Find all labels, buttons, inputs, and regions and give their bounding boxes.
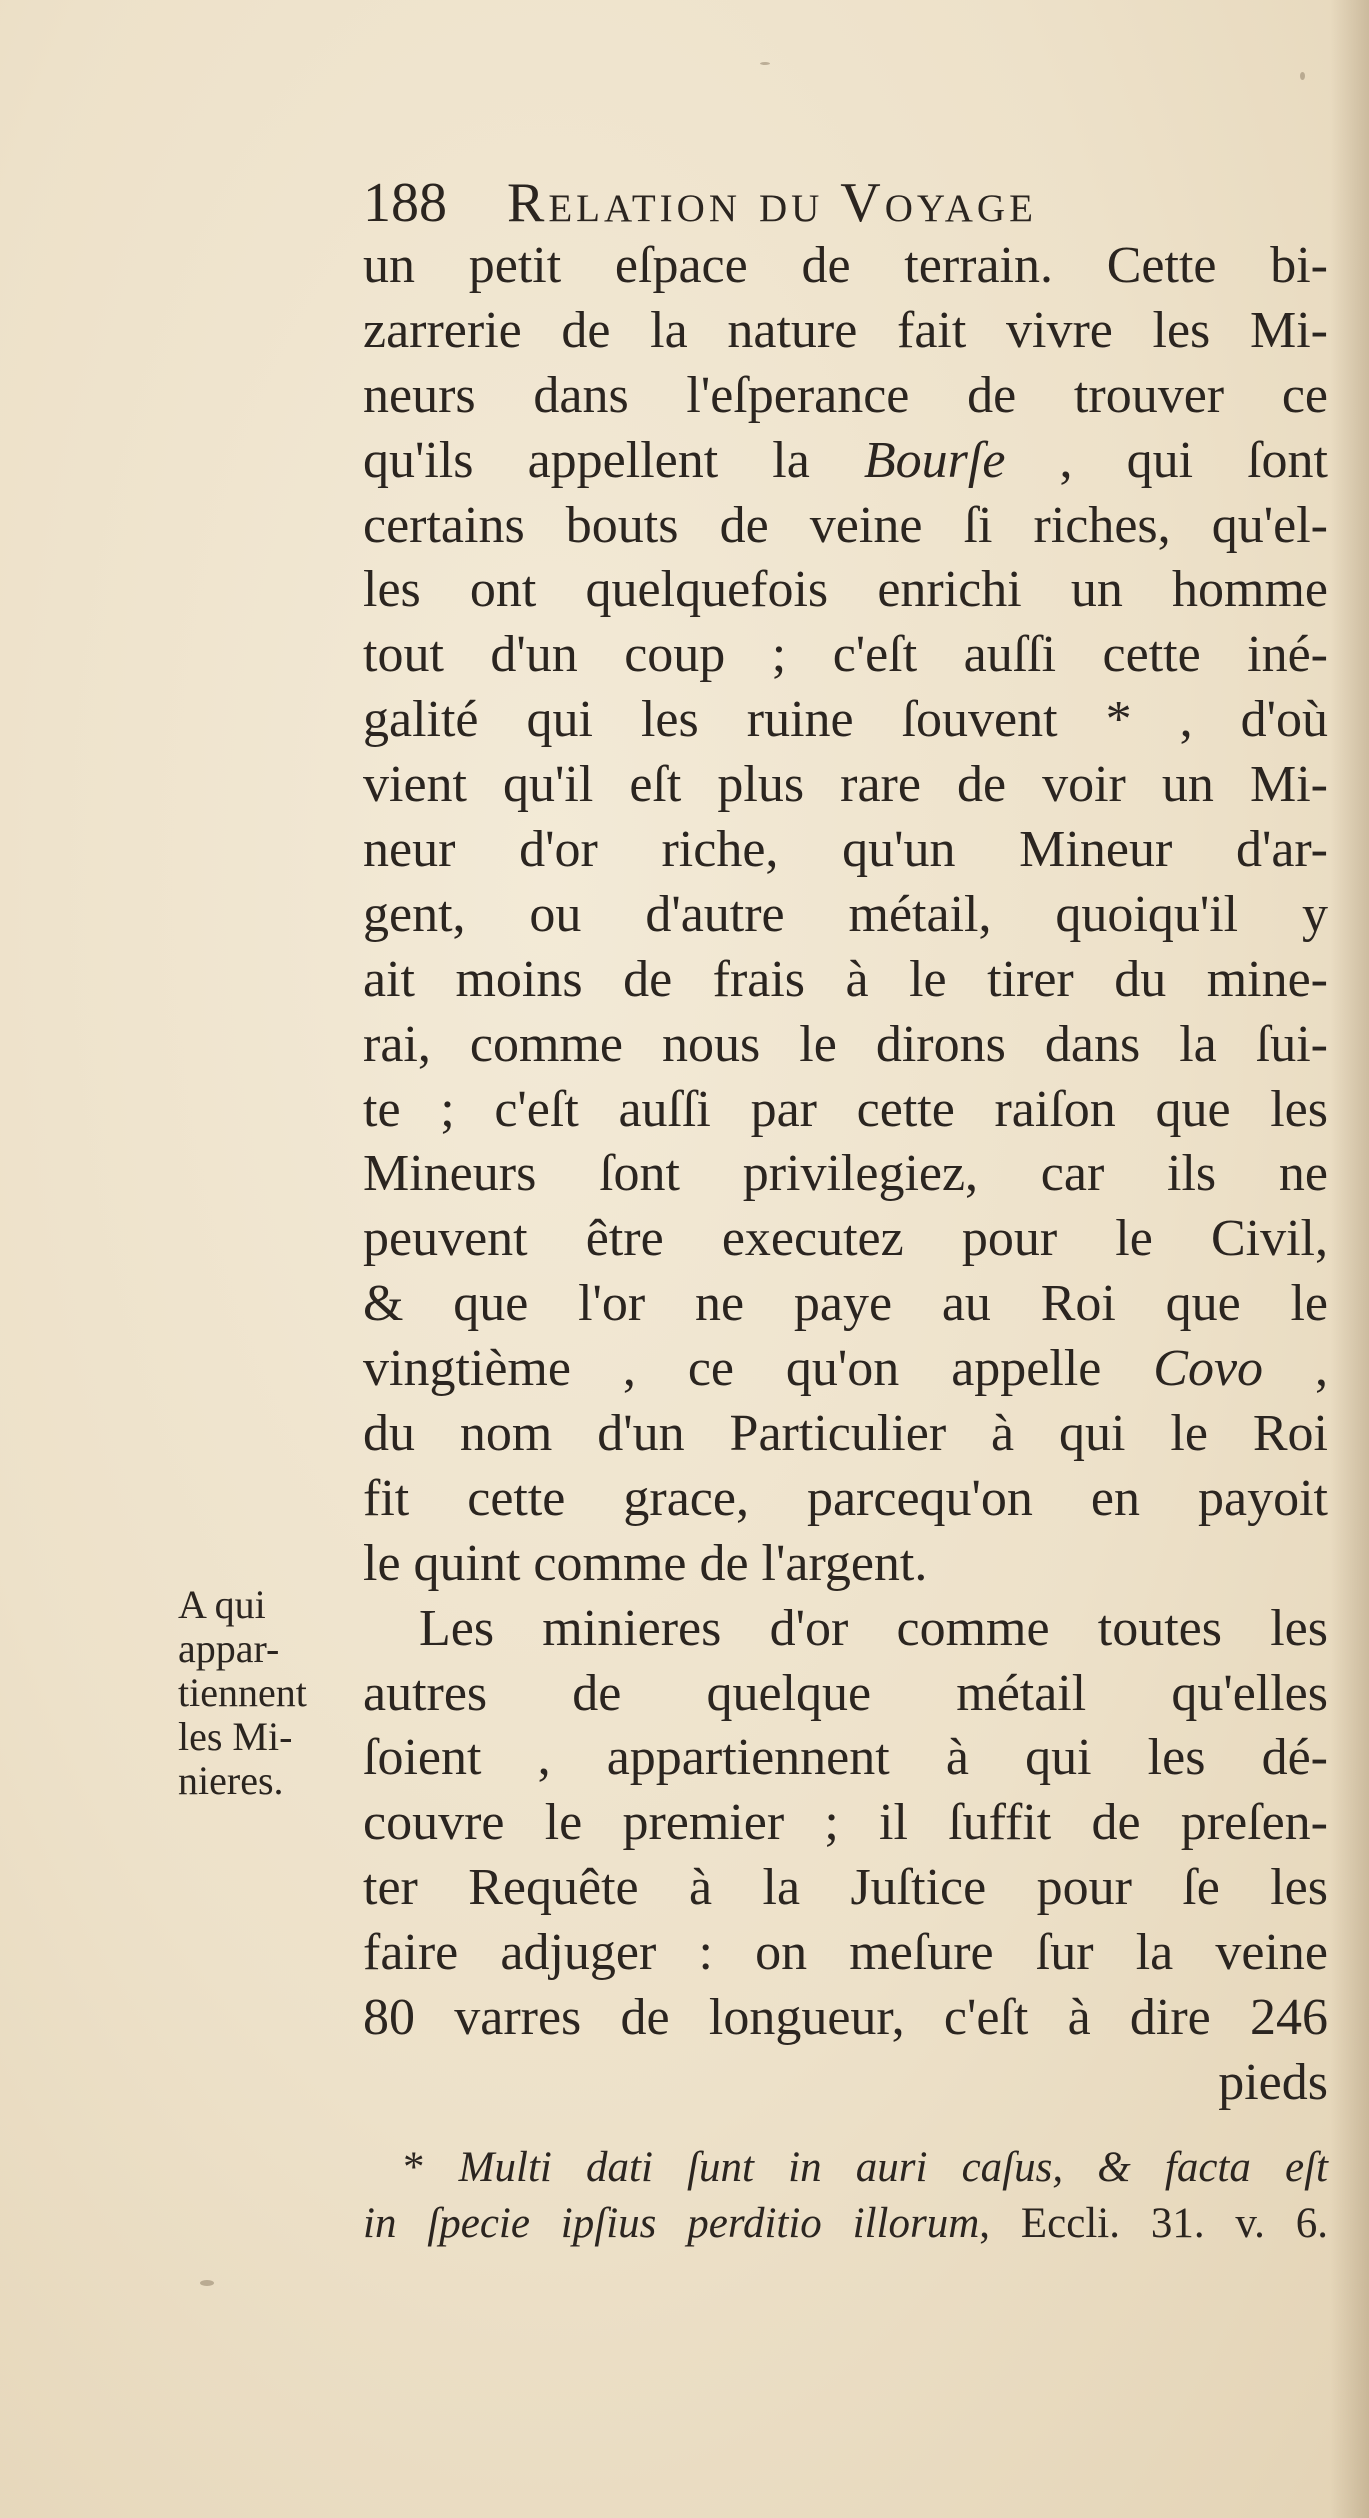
text-line: & que l'or ne paye au Roi que le bbox=[363, 1275, 1328, 1333]
footnote-reference: , Eccli. 31. v. 6. bbox=[979, 2200, 1328, 2247]
text-line: tout d'un coup ; c'eſt auſſi cette iné- bbox=[363, 626, 1328, 684]
text-line: fit cette grace, parcequ'on en payoit bbox=[363, 1469, 1328, 1527]
text-line: galité qui les ruine ſouvent * , d'où bbox=[363, 691, 1328, 749]
footnote-line bbox=[363, 2196, 1328, 2252]
text-line: ſoient , appartiennent à qui les dé- bbox=[363, 1729, 1328, 1787]
margin-note-line: A qui bbox=[178, 1582, 266, 1627]
page-edge-shadow bbox=[1330, 0, 1369, 2518]
text-line: autres de quelque métail qu'elles bbox=[363, 1664, 1328, 1722]
text-line: un petit eſpace de terrain. Cette bi- bbox=[363, 237, 1328, 294]
text-line: gent, ou d'autre métail, quoiqu'il y bbox=[363, 885, 1328, 943]
text-line: neur d'or riche, qu'un Mineur d'ar- bbox=[363, 821, 1328, 879]
footnote-latin: in ſpecie ipſius perditio illorum bbox=[363, 2200, 980, 2247]
body-text bbox=[363, 234, 1328, 2116]
paper-speck bbox=[200, 2280, 214, 2286]
text-line: vient qu'il eſt plus rare de voir un Mi- bbox=[363, 756, 1328, 814]
margin-note bbox=[178, 1583, 338, 1803]
text-line: ter Requête à la Juſtice pour ſe les bbox=[363, 1859, 1328, 1917]
text-line: ait moins de frais à le tirer du mine- bbox=[363, 950, 1328, 1008]
italic-term-covo: Covo bbox=[1153, 1340, 1264, 1398]
text-line: Mineurs ſont privilegiez, car ils ne bbox=[363, 1145, 1328, 1203]
running-head bbox=[363, 168, 1333, 238]
text-line: certains bouts de veine ſi riches, qu'el- bbox=[363, 496, 1328, 554]
text-line: couvre le premier ; il ſuffit de preſen- bbox=[363, 1794, 1328, 1852]
text-line: Les minieres d'or comme toutes les bbox=[419, 1599, 1328, 1657]
text-line: 80 varres de longueur, c'eſt à dire 246 bbox=[363, 1989, 1328, 2047]
footnote-line bbox=[363, 2140, 1328, 2196]
italic-term-bourse: Bourſe bbox=[863, 431, 1006, 489]
paper-speck bbox=[760, 62, 770, 65]
text-fragment: vingtième , ce qu'on appelle bbox=[363, 1340, 1154, 1398]
text-line: faire adjuger : on meſure ſur la veine bbox=[363, 1924, 1328, 1982]
header-title: Relation du Voyage bbox=[507, 172, 1037, 234]
footnote bbox=[363, 2140, 1328, 2252]
text-line: les ont quelquefois enrichi un homme bbox=[363, 561, 1328, 619]
text-line: zarrerie de la nature fait vivre les Mi- bbox=[363, 301, 1328, 359]
text-line: te ; c'eſt auſſi par cette raiſon que les bbox=[363, 1080, 1328, 1138]
text-fragment: , qui ſont bbox=[1005, 431, 1329, 489]
margin-note-line: nieres. bbox=[178, 1758, 284, 1803]
margin-note-line: les Mi- bbox=[178, 1714, 293, 1759]
text-line: du nom d'un Particulier à qui le Roi bbox=[363, 1405, 1328, 1463]
text-line: le quint comme de l'argent. bbox=[363, 1534, 928, 1592]
text-line: peuvent être executez pour le Civil, bbox=[363, 1210, 1328, 1268]
footnote-marker: * bbox=[403, 2144, 459, 2191]
catchword: pieds bbox=[1218, 2053, 1328, 2111]
margin-note-line: tiennent bbox=[178, 1670, 307, 1715]
text-line: neurs dans l'eſperance de trouver ce bbox=[363, 366, 1328, 424]
page-number: 188 bbox=[363, 172, 447, 234]
paper-speck bbox=[1300, 72, 1305, 80]
text-fragment: , bbox=[1263, 1340, 1328, 1398]
footnote-latin: Multi dati ſunt in auri caſus, & facta eſt bbox=[458, 2144, 1329, 2191]
margin-note-line: appar- bbox=[178, 1626, 280, 1671]
text-line bbox=[363, 429, 1328, 494]
text-fragment: qu'ils appellent la bbox=[363, 431, 864, 489]
text-line bbox=[363, 1337, 1328, 1402]
text-line: rai, comme nous le dirons dans la ſui- bbox=[363, 1015, 1328, 1073]
